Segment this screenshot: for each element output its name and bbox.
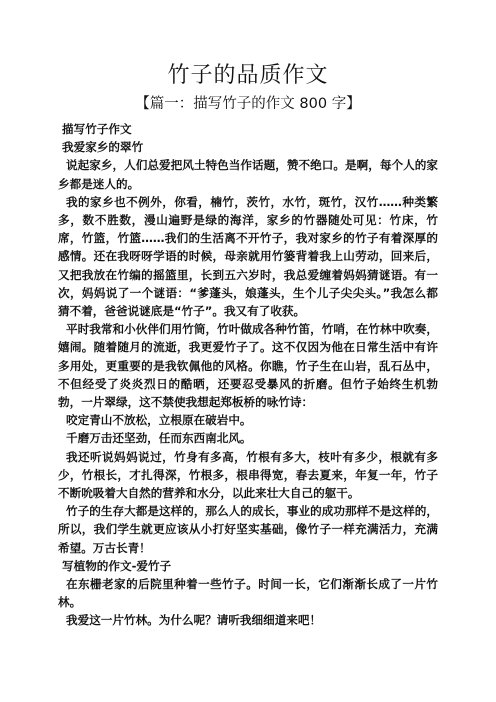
section-heading: 描写竹子作文	[62, 122, 132, 136]
poem-line: 咬定青山不放松，立根原在破岩中。	[66, 413, 252, 428]
paragraph: 说起家乡，人们总爱把风土特色当作话题，赞不绝口。是啊，每个人的家乡都是迷人的。	[58, 158, 438, 191]
document-subtitle: 【篇一：描写竹子的作文 800 字】	[135, 96, 361, 112]
poem-line: 千磨万击还坚劲，任而东西南北风。	[66, 431, 252, 446]
paragraph: 在东栅老家的后院里种着一些竹子。时间一长，它们渐渐长成了一片竹林。	[58, 577, 438, 610]
paragraph: 我爱这一片竹林。为什么呢？请听我细细道来吧！	[66, 613, 322, 628]
essay-title: 我爱家乡的翠竹	[62, 140, 144, 155]
document-title: 竹子的品质作文	[167, 63, 329, 88]
paragraph: 平时我常和小伙伴们用竹筒，竹叶做成各种竹笛，竹哨，在竹林中吹奏，嬉闹。随着随月的流逝，我更爱竹子了。这不仅因为他在日常生活中有许多用处，更重要的是我钦佩他的风格。你瞧，竹子生在山岩，乱石丛中，不但经受了炎炎烈日的酷晒，还要忍受暴风的折磨。但竹子始终生机勃勃，一片翠绿，这不禁使我想起郑板桥的咏竹诗：	[58, 322, 438, 410]
essay-title: 写植物的作文-爱竹子	[62, 558, 172, 573]
document-body	[58, 120, 438, 630]
paragraph: 我的家乡也不例外，你看，楠竹，茨竹，水竹，斑竹，汉竹……种类繁多，数不胜数，漫山遍野是绿的海洋，家乡的竹器随处可见：竹床，竹席，竹篮，竹篮……我们的生活离不开竹子，我对家乡的竹子有着深厚的感情。还在我呀呀学语的时候，母亲就用竹篓背着我上山劳动，回来后，又把我放在竹编的摇篮里，长到五六岁时，我总爱缠着妈妈猜谜语。有一次，妈妈说了一个谜语：“爹蓬头，娘蓬头，生个儿子尖尖头。”我怎么都猜不着，爸爸说谜底是“竹子”。我又有了收获。	[58, 194, 438, 319]
paragraph: 竹子的生存大都是这样的，那么人的成长，事业的成功那样不是这样的，所以，我们学生就更应该从小打好坚实基础，像竹子一样充满活力，充满希望。万古长青！	[58, 504, 438, 555]
paragraph: 我还听说妈妈说过，竹身有多高，竹根有多大，枝叶有多少，根就有多少，竹根长，才扎得深，竹根多，根串得宽，春去夏来，年复一年，竹子不断吮吸着大自然的营养和水分，以此来壮大自己的躯干。	[58, 449, 438, 501]
